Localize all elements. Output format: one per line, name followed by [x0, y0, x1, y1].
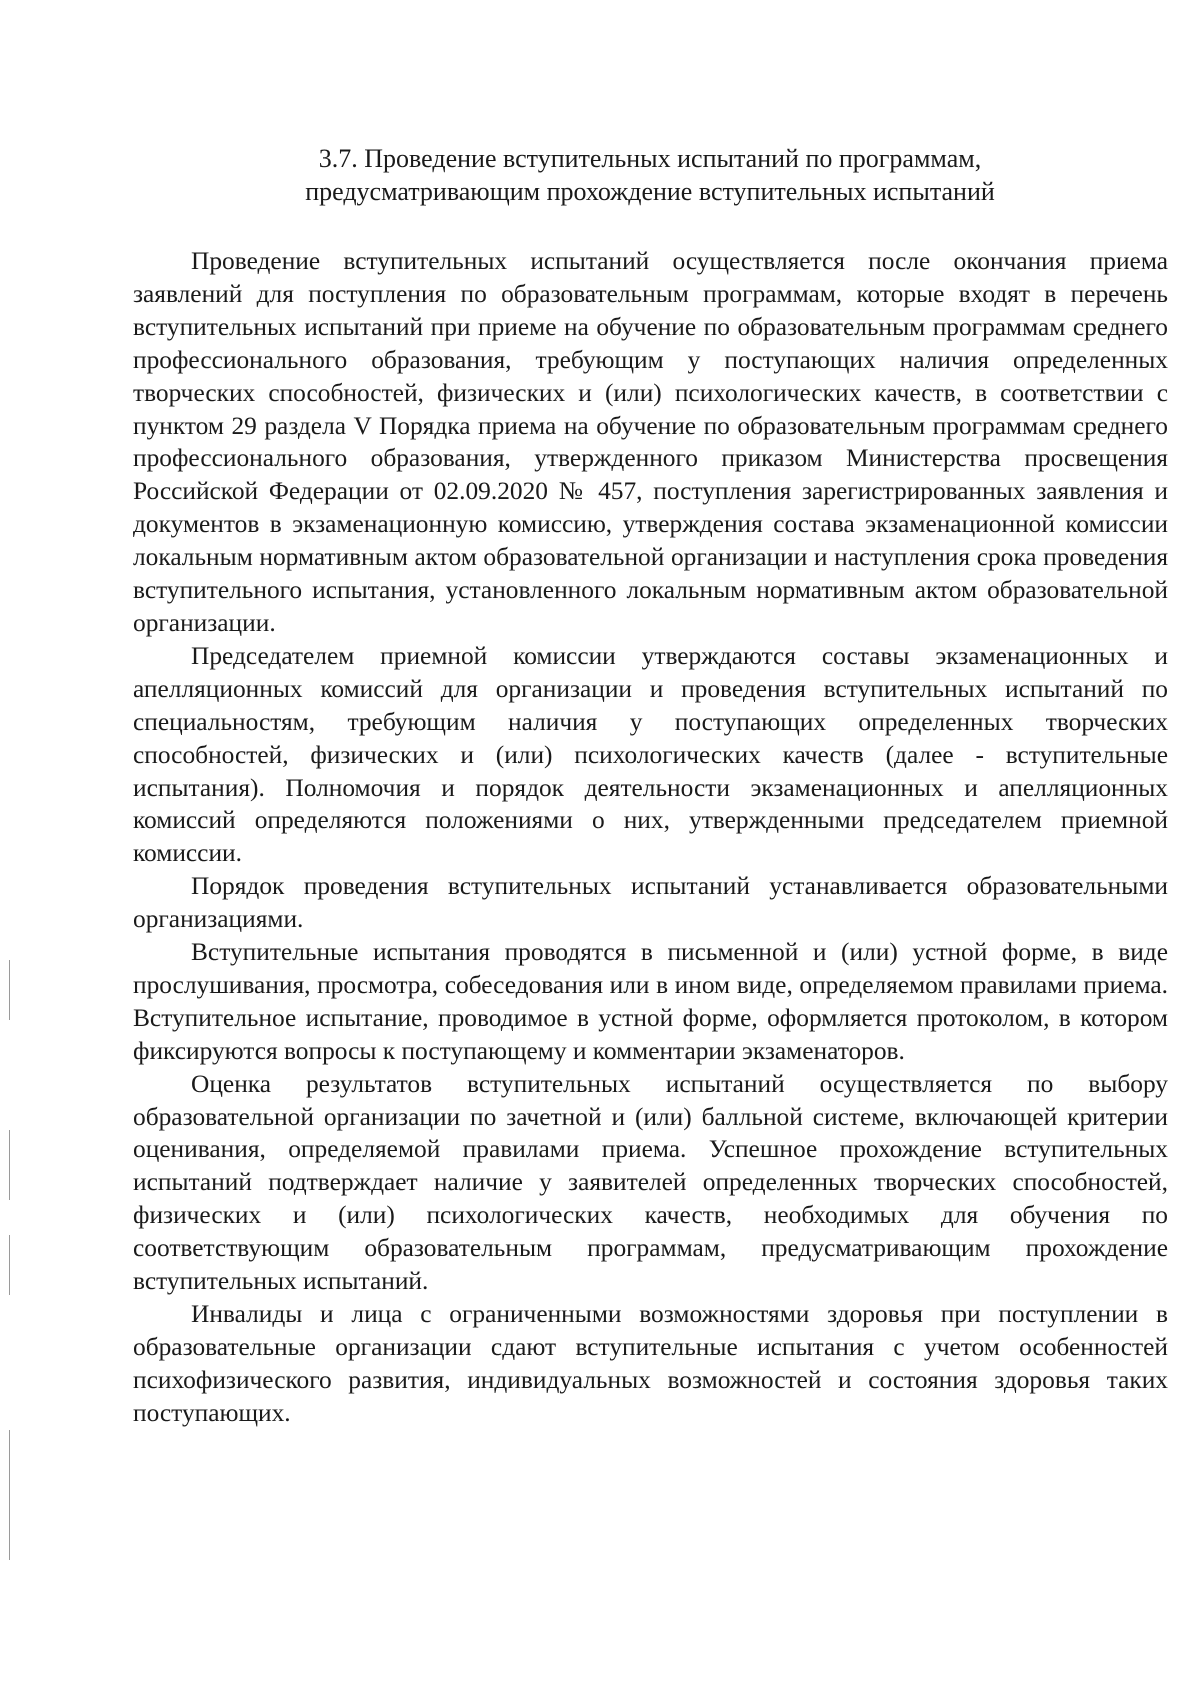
scan-margin-mark: [9, 960, 10, 1020]
paragraph-procedure: Порядок проведения вступительных испытаний устанавливается образовательными организациями.: [133, 872, 1168, 934]
scan-margin-mark: [9, 1430, 10, 1560]
section-heading-line-1: 3.7. Проведение вступительных испытаний по программам,: [318, 144, 982, 173]
paragraph-entrance-tests-timing: Проведение вступительных испытаний осуществляется после окончания приема заявлений для поступления по образовательным программам, которые входят в перечень вступительных испытаний при приеме на обучение по образовательным программам среднего профессионального образования, требующим у поступающих наличия определенных творческих способностей, физических и (или) психологических качеств, в соответствии с пунктом 29 раздела V Порядка приема на обучение по образовательным программам среднего профессионального образования, утвержденного приказом Министерства просвещения Российской Федерации от 02.09.2020 № 457, поступления зарегистрированных заявления и документов в экзаменационную комиссию, утверждения состава экзаменационной комиссии локальным нормативным актом образовательной организации и наступления срока проведения вступительного испытания, установленного локальным нормативным актом образовательной организации.: [133, 247, 1168, 637]
document-body: [133, 245, 1168, 1430]
paragraph-disabilities: Инвалиды и лица с ограниченными возможностями здоровья при поступлении в образовательные организации сдают вступительные испытания с учетом особенностей психофизического развития, индивидуальных возможностей и состояния здоровья таких поступающих.: [133, 1300, 1168, 1427]
paragraph-evaluation: Оценка результатов вступительных испытаний осуществляется по выбору образовательной организации по зачетной и (или) балльной системе, включающей критерии оценивания, определяемой правилами приема. Успешное прохождение вступительных испытаний подтверждает наличие у заявителей определенных творческих способностей, физических и (или) психологических качеств, необходимых для обучения по соответствующим образовательным программам, предусматривающим прохождение вступительных испытаний.: [133, 1069, 1168, 1296]
scan-margin-mark: [9, 1130, 10, 1200]
paragraph-test-forms: Вступительные испытания проводятся в письменной и (или) устной форме, в виде прослушивания, просмотра, собеседования или в ином виде, определяемом правилами приема. Вступительное испытание, проводимое в устной форме, оформляется протоколом, в котором фиксируются вопросы к поступающему и комментарии экзаменаторов.: [133, 938, 1168, 1065]
scan-margin-mark: [9, 1235, 10, 1295]
section-heading-line-2: предусматривающим прохождение вступительных испытаний: [305, 177, 995, 206]
paragraph-commissions: Председателем приемной комиссии утверждаются составы экзаменационных и апелляционных комиссий для организации и проведения вступительных испытаний по специальностям, требующим наличия у поступающих определенных творческих способностей, физических и (или) психологических качеств (далее - вступительные испытания). Полномочия и порядок деятельности экзаменационных и апелляционных комиссий определяются положениями о них, утвержденными председателем приемной комиссии.: [133, 641, 1168, 868]
section-heading: [130, 142, 1170, 208]
